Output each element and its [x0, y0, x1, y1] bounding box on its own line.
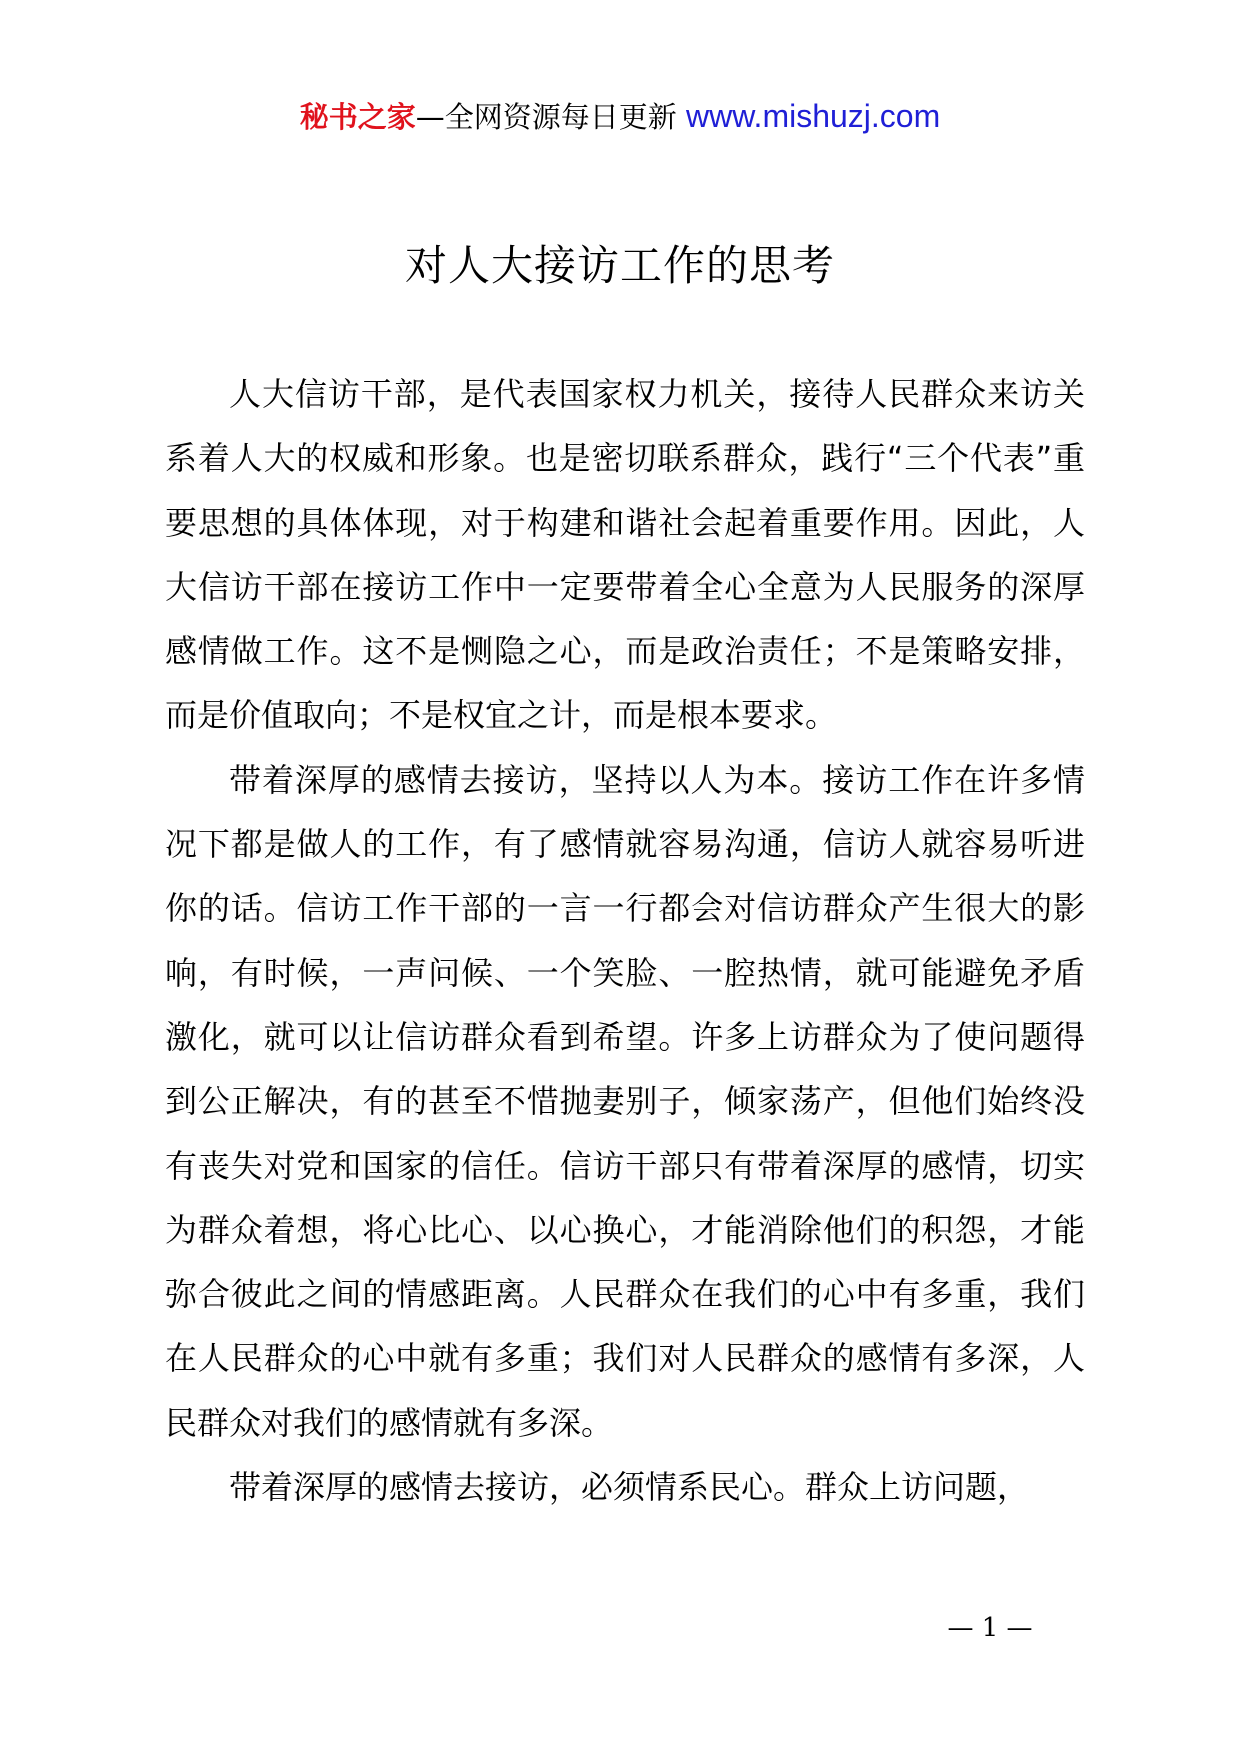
header-tagline: —全网资源每日更新 — [415, 100, 677, 134]
site-header — [0, 96, 1240, 137]
document-title: 对人大接访工作的思考 — [404, 241, 835, 290]
paragraph-2: 带着深厚的感情去接访，坚持以人为本。接访工作在许多情况下都是做人的工作，有了感情就容易沟通，信访人就容易听进你的话。信访工作干部的一言一行都会对信访群众产生很大的影响，有时候，一声问候、一个笑脸、一腔热情，就可能避免矛盾激化，就可以让信访群众看到希望。许多上访群众为了使问题得到公正解决，有的甚至不惜抛妻别子，倾家荡产，但他们始终没有丧失对党和国家的信任。信访干部只有带着深厚的感情，切实为群众着想，将心比心、以心换心，才能消除他们的积怨，才能弥合彼此之间的情感距离。人民群众在我们的心中有多重，我们在人民群众的心中就有多重；我们对人民群众的感情有多深，人民群众对我们的感情就有多深。 — [165, 760, 1085, 1442]
document-body — [165, 362, 1085, 1519]
site-url-link[interactable]: www.mishuzj.com — [685, 98, 941, 134]
paragraph-1: 人大信访干部，是代表国家权力机关，接待人民群众来访关系着人大的权威和形象。也是密切联系群众，践行“三个代表”重要思想的具体体现，对于构建和谐社会起着重要作用。因此，人大信访干部在接访工作中一定要带着全心全意为人民服务的深厚感情做工作。这不是恻隐之心，而是政治责任；不是策略安排，而是价值取向；不是权宜之计，而是根本要求。 — [165, 375, 1085, 735]
brand-name: 秘书之家 — [299, 100, 416, 134]
paragraph-3: 带着深厚的感情去接访，必须情系民心。群众上访问题， — [229, 1468, 1030, 1507]
page-number: — 1 — — [947, 1613, 1033, 1643]
